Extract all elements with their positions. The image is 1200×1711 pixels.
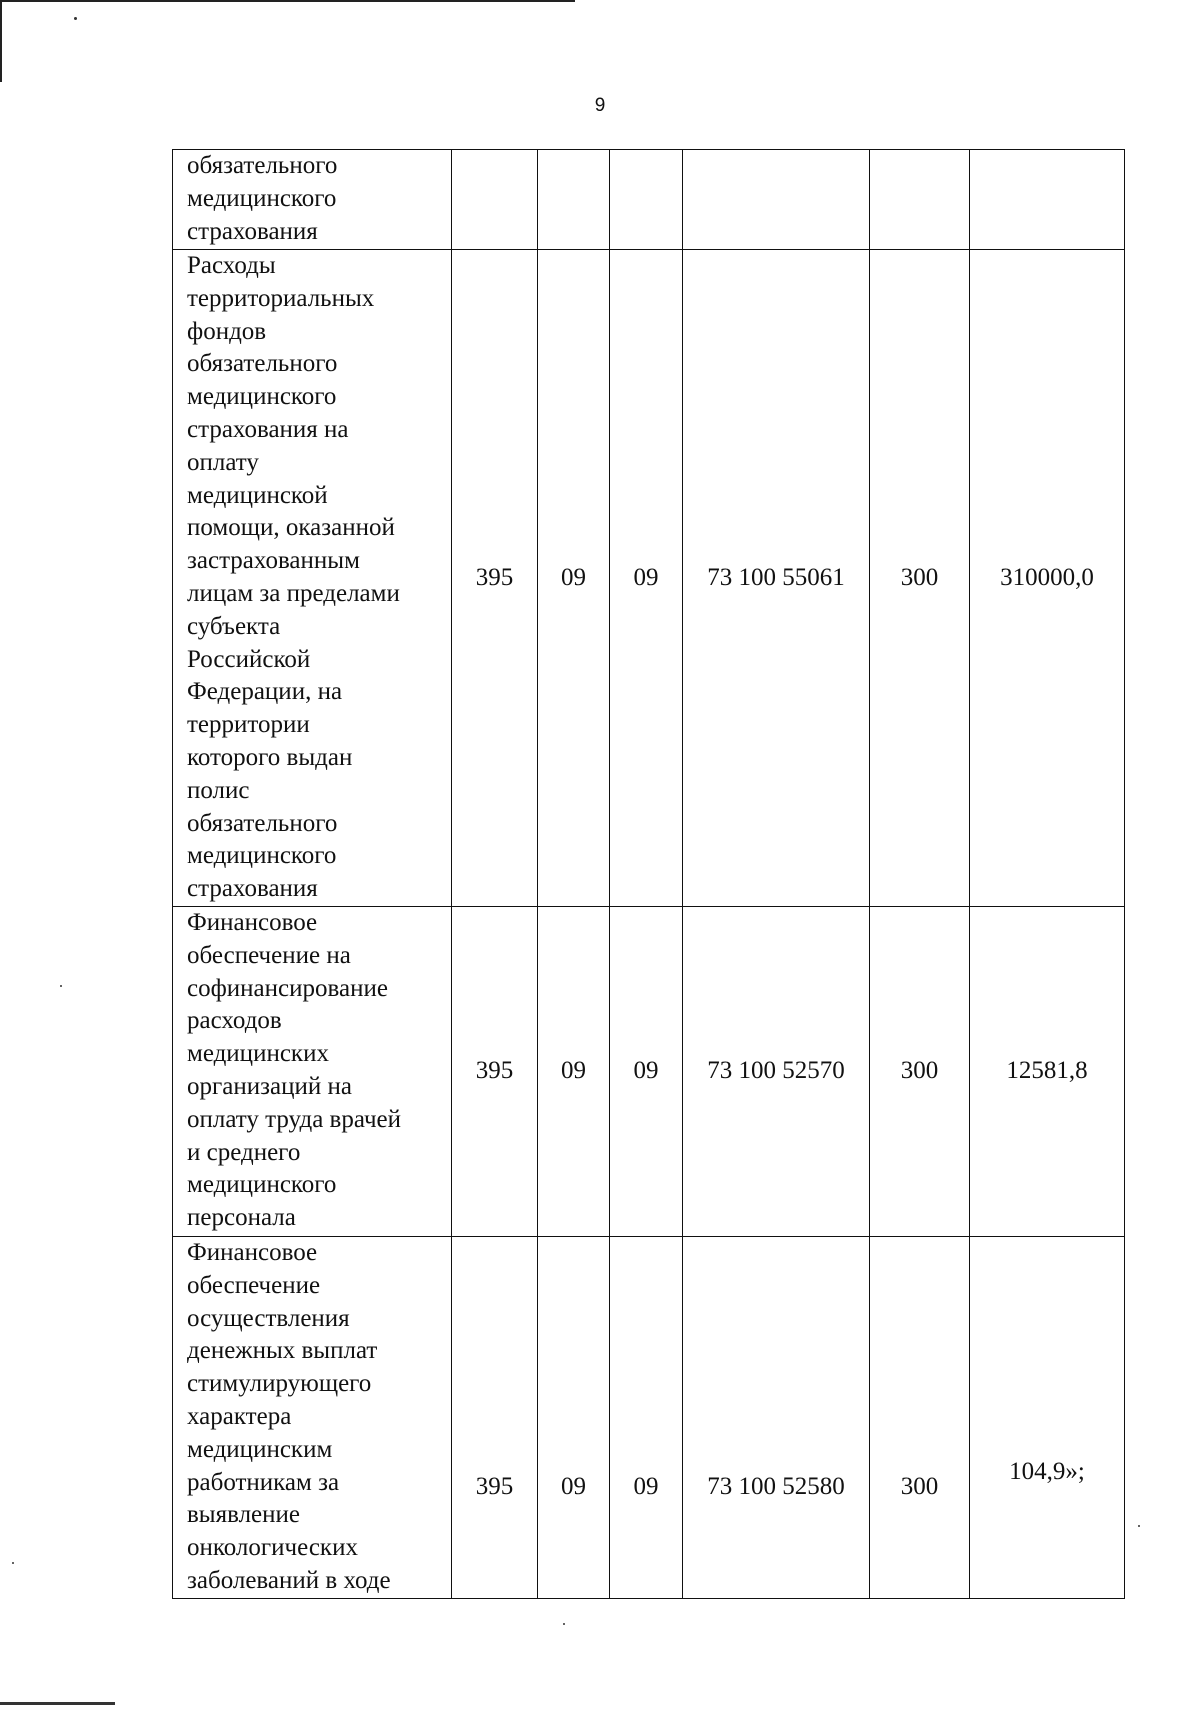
scan-edge-left [0, 0, 2, 82]
table-row [173, 1236, 1125, 1598]
row-description: Расходы территориальных фондов обязательного медицинского страхования на оплату медицинской помощи, оказанной застрахованным лицам за пределами субъекта Российской Федерации, на территории которого выдан полис обязательного медицинского страхования [173, 250, 452, 907]
amount-cell: 310000,0 [970, 250, 1125, 907]
section-cell [538, 150, 610, 250]
subsection-cell: 09 [610, 250, 683, 907]
admin-code-cell: 395 [452, 250, 538, 907]
admin-code-cell: 395 [452, 1236, 538, 1598]
amount-cell: 12581,8 [970, 906, 1125, 1236]
budget-table [172, 149, 1125, 1599]
section-cell: 09 [538, 1236, 610, 1598]
scan-edge-top [0, 0, 575, 2]
row-description: Финансовое обеспечение осуществления денежных выплат стимулирующего характера медицинским работникам за выявление онкологических заболеваний в ходе [173, 1236, 452, 1598]
scan-speck [563, 1623, 565, 1625]
expense-type-cell: 300 [870, 250, 970, 907]
table-row [173, 150, 1125, 250]
expense-type-cell: 300 [870, 906, 970, 1236]
subsection-cell [610, 150, 683, 250]
subsection-cell: 09 [610, 1236, 683, 1598]
row-description: Финансовое обеспечение на софинансирование расходов медицинских организаций на оплату труда врачей и среднего медицинского персонала [173, 906, 452, 1236]
scan-speck [60, 985, 62, 987]
amount-cell: 104,9»; [970, 1236, 1125, 1598]
table-row [173, 906, 1125, 1236]
target-article-cell [683, 150, 870, 250]
admin-code-cell: 395 [452, 906, 538, 1236]
table-row [173, 250, 1125, 907]
subsection-cell: 09 [610, 906, 683, 1236]
scan-edge-bottom [0, 1702, 115, 1705]
scan-speck [74, 17, 77, 20]
expense-type-cell: 300 [870, 1236, 970, 1598]
page-number: 9 [594, 95, 606, 116]
expense-type-cell [870, 150, 970, 250]
admin-code-cell [452, 150, 538, 250]
target-article-cell: 73 100 52580 [683, 1236, 870, 1598]
target-article-cell: 73 100 55061 [683, 250, 870, 907]
amount-cell [970, 150, 1125, 250]
row-description: обязательного медицинского страхования [173, 150, 452, 250]
section-cell: 09 [538, 906, 610, 1236]
scan-speck [1138, 1525, 1140, 1527]
scan-speck [12, 1562, 14, 1564]
section-cell: 09 [538, 250, 610, 907]
target-article-cell: 73 100 52570 [683, 906, 870, 1236]
